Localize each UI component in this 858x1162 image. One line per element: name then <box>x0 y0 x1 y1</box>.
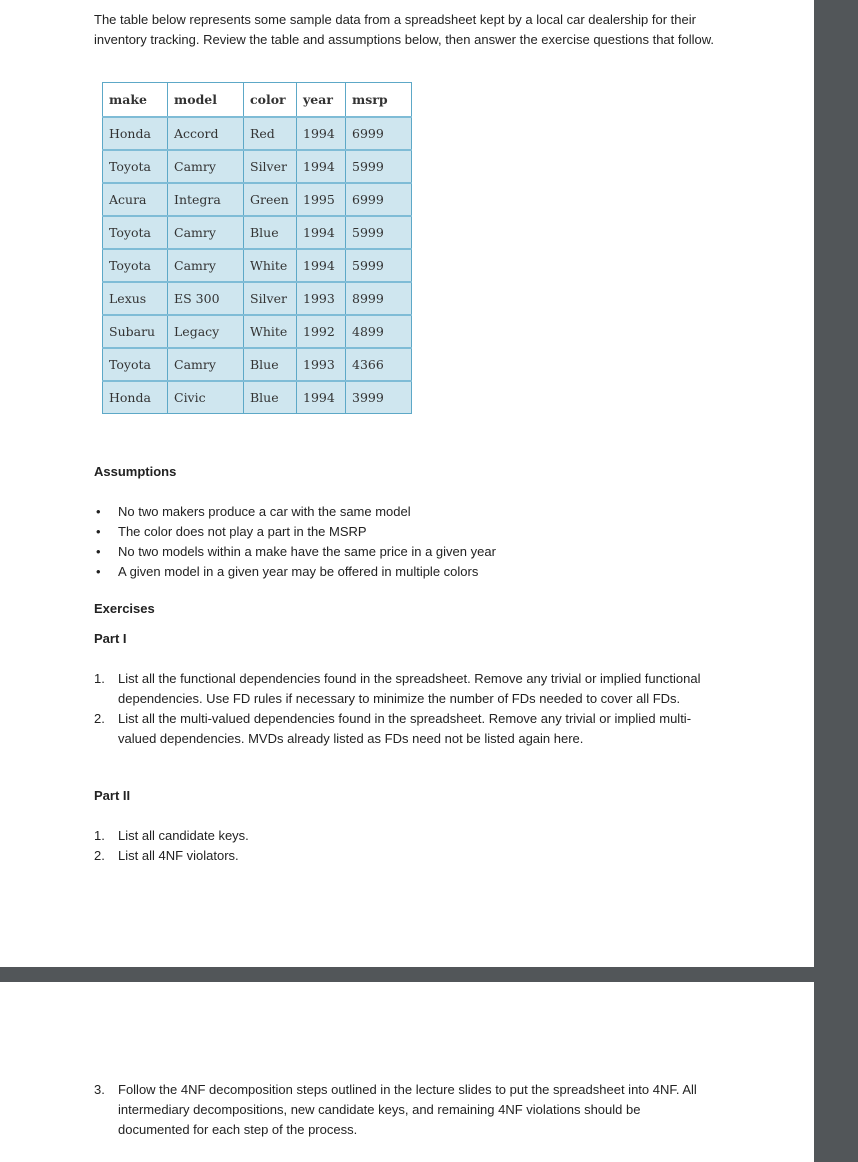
cell-model: Camry <box>168 216 244 249</box>
part-2-list <box>94 826 714 866</box>
cell-make: Toyota <box>103 348 168 381</box>
cell-make: Honda <box>103 381 168 414</box>
cell-model: Camry <box>168 348 244 381</box>
cell-year: 1995 <box>297 183 346 216</box>
cell-model: Accord <box>168 117 244 150</box>
list-item: • No two makers produce a car with the same model <box>96 504 411 519</box>
table-row <box>103 216 412 249</box>
part-2-list-continued <box>94 1080 714 1140</box>
cell-model: Integra <box>168 183 244 216</box>
cell-year: 1993 <box>297 348 346 381</box>
cell-msrp: 5999 <box>346 216 412 249</box>
cell-year: 1994 <box>297 150 346 183</box>
cell-color: Blue <box>244 348 297 381</box>
part-2-heading: Part II <box>94 788 131 803</box>
cell-model: Camry <box>168 249 244 282</box>
intro-paragraph: The table below represents some sample data from a spreadsheet kept by a local car dealership for their inventory tracking. Review the table and assumptions below, then answer the exercise questions that follow. <box>94 12 715 47</box>
cell-year: 1994 <box>297 117 346 150</box>
table-row <box>103 150 412 183</box>
table-header-row <box>103 83 412 118</box>
list-item: • No two models within a make have the same price in a given year <box>96 544 496 559</box>
cell-make: Subaru <box>103 315 168 348</box>
table-row <box>103 348 412 381</box>
list-item: • A given model in a given year may be offered in multiple colors <box>96 564 479 579</box>
cell-year: 1993 <box>297 282 346 315</box>
cell-color: Green <box>244 183 297 216</box>
list-item: 1. List all the functional dependencies found in the spreadsheet. Remove any trivial or implied functional dependencies. Use FD rules if necessary to minimize the number of FDs needed to cover all FDs. <box>94 671 701 706</box>
cell-make: Honda <box>103 117 168 150</box>
cell-msrp: 4366 <box>346 348 412 381</box>
column-header-year: year <box>297 83 346 118</box>
list-item: • The color does not play a part in the MSRP <box>96 524 367 539</box>
table-row <box>103 117 412 150</box>
assumptions-heading: Assumptions <box>94 464 177 479</box>
cell-msrp: 4899 <box>346 315 412 348</box>
cell-model: Legacy <box>168 315 244 348</box>
cell-color: White <box>244 249 297 282</box>
cell-msrp: 5999 <box>346 150 412 183</box>
cell-make: Toyota <box>103 150 168 183</box>
cell-model: Camry <box>168 150 244 183</box>
cell-make: Toyota <box>103 216 168 249</box>
cell-color: Blue <box>244 381 297 414</box>
part-1-list <box>94 669 714 749</box>
cell-model: ES 300 <box>168 282 244 315</box>
cell-model: Civic <box>168 381 244 414</box>
cell-color: Silver <box>244 282 297 315</box>
cell-color: Silver <box>244 150 297 183</box>
exercises-heading: Exercises <box>94 601 155 616</box>
cell-year: 1994 <box>297 216 346 249</box>
list-item: 1. List all candidate keys. <box>94 828 249 843</box>
column-header-model: model <box>168 83 244 118</box>
list-item: 2. List all the multi-valued dependencies found in the spreadsheet. Remove any trivial or implied multi-valued dependencies. MVDs already listed as FDs need not be listed again here. <box>94 711 692 746</box>
cell-msrp: 3999 <box>346 381 412 414</box>
cell-year: 1992 <box>297 315 346 348</box>
table-row <box>103 249 412 282</box>
column-header-color: color <box>244 83 297 118</box>
cell-make: Acura <box>103 183 168 216</box>
cell-year: 1994 <box>297 381 346 414</box>
cell-color: Blue <box>244 216 297 249</box>
list-item: 2. List all 4NF violators. <box>94 848 239 863</box>
cell-msrp: 6999 <box>346 183 412 216</box>
table-row <box>103 282 412 315</box>
cell-msrp: 6999 <box>346 117 412 150</box>
cell-make: Lexus <box>103 282 168 315</box>
document-page-2 <box>0 982 814 1162</box>
cell-color: Red <box>244 117 297 150</box>
cell-make: Toyota <box>103 249 168 282</box>
inventory-table <box>102 82 412 414</box>
column-header-msrp: msrp <box>346 83 412 118</box>
table-row <box>103 183 412 216</box>
assumptions-list <box>94 502 496 582</box>
cell-color: White <box>244 315 297 348</box>
table-row <box>103 381 412 414</box>
cell-msrp: 8999 <box>346 282 412 315</box>
cell-msrp: 5999 <box>346 249 412 282</box>
table-row <box>103 315 412 348</box>
part-1-heading: Part I <box>94 631 127 646</box>
column-header-make: make <box>103 83 168 118</box>
cell-year: 1994 <box>297 249 346 282</box>
list-item: 3. Follow the 4NF decomposition steps outlined in the lecture slides to put the spreadsheet into 4NF. All intermediary decompositions, new candidate keys, and remaining 4NF violations should be documented for each step of the process. <box>94 1082 697 1137</box>
